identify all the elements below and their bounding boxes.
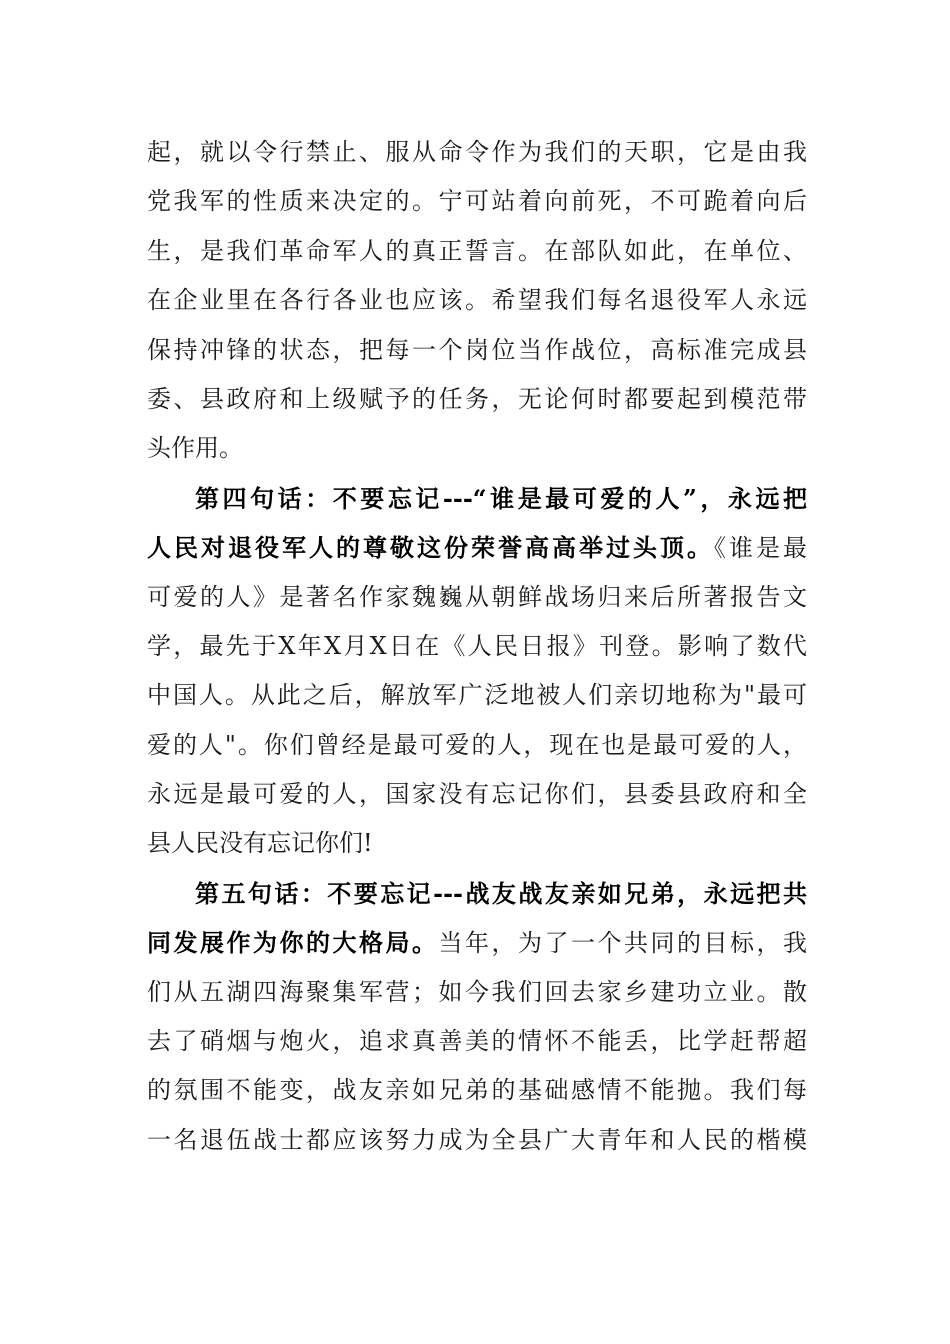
- text-line: [147, 671, 807, 720]
- bold-heading-text: 同发展作为你的大格局。: [147, 928, 439, 958]
- text-line: [147, 622, 807, 671]
- text-line: [147, 918, 807, 967]
- text-line: [147, 770, 807, 819]
- text-line: [147, 1017, 807, 1066]
- bold-heading-text: 第四句话：不要忘记---“谁是最可爱的人”，永远把: [195, 483, 807, 513]
- body-text: 一名退伍战士都应该努力成为全县广大青年和人民的楷模: [147, 1125, 807, 1154]
- body-text: 《谁是最: [714, 534, 807, 563]
- text-line: [147, 177, 807, 226]
- body-text: 头作用。: [147, 434, 243, 463]
- body-text: 学，最先于X年X月X日在《人民日报》刊登。影响了数代: [147, 631, 807, 660]
- body-text: 的氛围不能变，战友亲如兄弟的基础感情不能抛。我们每: [147, 1076, 807, 1105]
- body-text: 永远是最可爱的人，国家没有忘记你们，县委县政府和全: [147, 780, 807, 809]
- body-text: 们从五湖四海聚集军营；如今我们回去家乡建功立业。散: [147, 977, 807, 1006]
- text-line: [147, 424, 807, 473]
- document-body-text: [147, 128, 807, 1165]
- text-line: [147, 523, 807, 572]
- body-text: 党我军的性质来决定的。宁可站着向前死，不可跪着向后: [147, 187, 807, 216]
- text-line: [147, 1116, 807, 1165]
- body-text: 当年，为了一个共同的目标，我: [438, 929, 807, 958]
- text-line: [147, 869, 807, 918]
- body-text: 县人民没有忘记你们!: [147, 829, 373, 858]
- body-text: 保持冲锋的状态，把每一个岗位当作战位，高标准完成县: [147, 335, 807, 364]
- body-text: 爱的人"。你们曾经是最可爱的人，现在也是最可爱的人，: [147, 730, 807, 759]
- body-text: 起，就以令行禁止、服从命令作为我们的天职，它是由我: [147, 138, 807, 166]
- body-text: 在企业里在各行各业也应该。希望我们每名退役军人永远: [147, 286, 807, 315]
- text-line: [147, 968, 807, 1017]
- text-line: [147, 819, 807, 868]
- body-text: 生，是我们革命军人的真正誓言。在部队如此，在单位、: [147, 236, 807, 265]
- text-line: [147, 573, 807, 622]
- text-line: [147, 1066, 807, 1115]
- text-line: [147, 375, 807, 424]
- text-line: [147, 227, 807, 276]
- body-text: 去了硝烟与炮火，追求真善美的情怀不能丢，比学赶帮超: [147, 1027, 807, 1056]
- text-line: [147, 721, 807, 770]
- bold-heading-text: 人民对退役军人的尊敬这份荣誉高高举过头顶。: [147, 533, 714, 563]
- text-line: [147, 276, 807, 325]
- body-text: 可爱的人》是著名作家魏巍从朝鲜战场归来后所著报告文: [147, 582, 807, 611]
- text-line: [147, 326, 807, 375]
- text-line: [147, 128, 807, 177]
- body-text: 委、县政府和上级赋予的任务，无论何时都要起到模范带: [147, 384, 807, 413]
- text-line: [147, 474, 807, 523]
- body-text: 中国人。从此之后，解放军广泛地被人们亲切地称为"最可: [147, 681, 807, 710]
- bold-heading-text: 第五句话：不要忘记---战友战友亲如兄弟，永远把共: [195, 878, 807, 908]
